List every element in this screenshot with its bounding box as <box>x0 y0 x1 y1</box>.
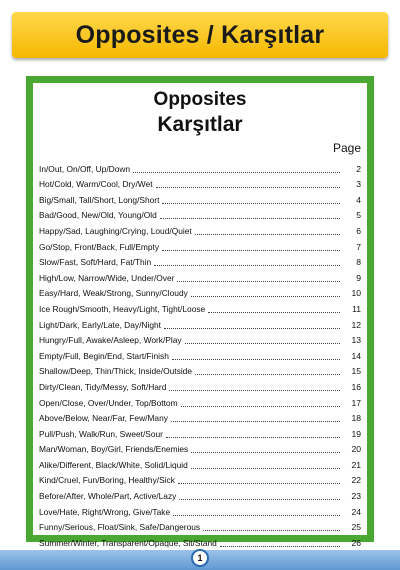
toc-leader-dots <box>185 343 340 344</box>
toc-leader-dots <box>172 359 340 360</box>
toc-entry-page: 16 <box>351 381 361 392</box>
toc-entry[interactable] <box>39 392 361 408</box>
toc-entry-text: Funny/Serious, Float/Sink, Safe/Dangerous <box>39 522 201 533</box>
heading-turkish: Karşıtlar <box>157 113 243 136</box>
toc-entry-text: Before/After, Whole/Part, Active/Lazy <box>39 491 177 502</box>
toc-entry-text: Easy/Hard, Weak/Strong, Sunny/Cloudy <box>39 288 188 299</box>
toc-leader-dots <box>177 281 340 282</box>
toc-entry[interactable] <box>39 174 361 190</box>
toc-leader-dots <box>181 406 340 407</box>
toc-entry-text: Love/Hate, Right/Wrong, Give/Take <box>39 506 171 517</box>
toc-entry[interactable] <box>39 408 361 424</box>
toc-entry-page: 10 <box>351 288 361 299</box>
toc-entry-text: Big/Small, Tall/Short, Long/Short <box>39 194 160 205</box>
toc-entry-page: 22 <box>351 475 361 486</box>
table-of-contents <box>39 158 361 548</box>
contents-frame <box>26 76 374 548</box>
toc-entry-text: Light/Dark, Early/Late, Day/Night <box>39 319 161 330</box>
toc-leader-dots <box>191 296 340 297</box>
toc-entry-page: 15 <box>351 366 361 377</box>
toc-entry-page: 26 <box>351 537 361 548</box>
toc-entry[interactable] <box>39 267 361 283</box>
toc-entry-text: Happy/Sad, Laughing/Crying, Loud/Quiet <box>39 225 192 236</box>
toc-entry-text: Hungry/Full, Awake/Asleep, Work/Play <box>39 335 182 346</box>
toc-entry[interactable] <box>39 439 361 455</box>
toc-entry-page: 4 <box>356 194 361 205</box>
toc-entry[interactable] <box>39 330 361 346</box>
toc-leader-dots <box>203 530 340 531</box>
toc-leader-dots <box>162 203 340 204</box>
toc-leader-dots <box>191 452 340 453</box>
toc-entry-text: Shallow/Deep, Thin/Thick, Inside/Outside <box>39 366 192 377</box>
toc-entry-text: Dirty/Clean, Tidy/Messy, Soft/Hard <box>39 381 167 392</box>
toc-entry-page: 25 <box>351 522 361 533</box>
toc-entry[interactable] <box>39 532 361 548</box>
toc-leader-dots <box>178 483 340 484</box>
toc-entry-page: 12 <box>351 319 361 330</box>
toc-entry-text: Empty/Full, Begin/End, Start/Finish <box>39 350 169 361</box>
banner-title: Opposites / Karşıtlar <box>75 20 325 49</box>
toc-leader-dots <box>179 499 340 500</box>
toc-leader-dots <box>208 312 340 313</box>
toc-entry-text: Slow/Fast, Soft/Hard, Fat/Thin <box>39 257 152 268</box>
toc-leader-dots <box>162 250 340 251</box>
toc-entry-page: 8 <box>356 257 361 268</box>
toc-leader-dots <box>220 546 340 547</box>
toc-leader-dots <box>160 218 340 219</box>
toc-leader-dots <box>195 234 340 235</box>
toc-leader-dots <box>195 374 340 375</box>
toc-entry[interactable] <box>39 485 361 501</box>
toc-entry[interactable] <box>39 517 361 533</box>
toc-leader-dots <box>191 468 340 469</box>
toc-entry[interactable] <box>39 189 361 205</box>
toc-entry[interactable] <box>39 236 361 252</box>
toc-entry-page: 20 <box>351 444 361 455</box>
toc-entry-page: 5 <box>356 210 361 221</box>
toc-entry-text: Summer/Winter, Transparent/Opaque, Sit/Stand <box>39 537 217 548</box>
toc-entry[interactable] <box>39 314 361 330</box>
toc-entry-page: 9 <box>356 272 361 283</box>
toc-entry[interactable] <box>39 454 361 470</box>
toc-entry-text: In/Out, On/Off, Up/Down <box>39 163 131 174</box>
toc-entry[interactable] <box>39 501 361 517</box>
toc-entry-page: 2 <box>356 163 361 174</box>
toc-entry[interactable] <box>39 252 361 268</box>
toc-entry-page: 14 <box>351 350 361 361</box>
toc-entry-page: 13 <box>351 335 361 346</box>
heading-english: Opposites <box>153 89 247 110</box>
toc-entry-page: 21 <box>351 459 361 470</box>
toc-leader-dots <box>164 328 340 329</box>
toc-entry-text: Alike/Different, Black/White, Solid/Liquid <box>39 459 188 470</box>
toc-entry-text: High/Low, Narrow/Wide, Under/Over <box>39 272 175 283</box>
toc-entry-text: Ice Rough/Smooth, Heavy/Light, Tight/Loose <box>39 303 206 314</box>
toc-entry-page: 18 <box>351 413 361 424</box>
toc-entry-text: Kind/Cruel, Fun/Boring, Healthy/Sick <box>39 475 175 486</box>
toc-entry[interactable] <box>39 470 361 486</box>
toc-leader-dots <box>156 187 340 188</box>
toc-leader-dots <box>166 437 340 438</box>
toc-entry-text: Pull/Push, Walk/Run, Sweet/Sour <box>39 428 163 439</box>
toc-entry[interactable] <box>39 423 361 439</box>
toc-entry[interactable] <box>39 376 361 392</box>
toc-entry-page: 7 <box>356 241 361 252</box>
toc-entry[interactable] <box>39 220 361 236</box>
toc-entry-page: 19 <box>351 428 361 439</box>
toc-entry-text: Above/Below, Near/Far, Few/Many <box>39 413 168 424</box>
toc-entry-text: Open/Close, Over/Under, Top/Bottom <box>39 397 178 408</box>
toc-leader-dots <box>171 421 340 422</box>
toc-entry[interactable] <box>39 298 361 314</box>
toc-entry[interactable] <box>39 283 361 299</box>
title-banner <box>12 12 388 58</box>
page-number-badge: 1 <box>191 549 209 567</box>
toc-entry-text: Go/Stop, Front/Back, Full/Empty <box>39 241 160 252</box>
toc-entry-page: 24 <box>351 506 361 517</box>
toc-entry-text: Hot/Cold, Warm/Cool, Dry/Wet <box>39 179 153 190</box>
toc-entry-text: Bad/Good, New/Old, Young/Old <box>39 210 157 221</box>
toc-entry[interactable] <box>39 158 361 174</box>
toc-entry-page: 17 <box>351 397 361 408</box>
toc-leader-dots <box>154 265 340 266</box>
toc-entry[interactable] <box>39 361 361 377</box>
toc-entry-page: 6 <box>356 225 361 236</box>
toc-entry[interactable] <box>39 205 361 221</box>
toc-leader-dots <box>173 515 340 516</box>
toc-entry[interactable] <box>39 345 361 361</box>
toc-entry-page: 23 <box>351 491 361 502</box>
toc-entry-text: Man/Woman, Boy/Girl, Friends/Enemies <box>39 444 189 455</box>
page-column-label: Page <box>332 141 361 155</box>
toc-leader-dots <box>169 390 340 391</box>
toc-entry-page: 11 <box>352 303 361 314</box>
toc-entry-page: 3 <box>356 179 361 190</box>
toc-leader-dots <box>133 172 340 173</box>
